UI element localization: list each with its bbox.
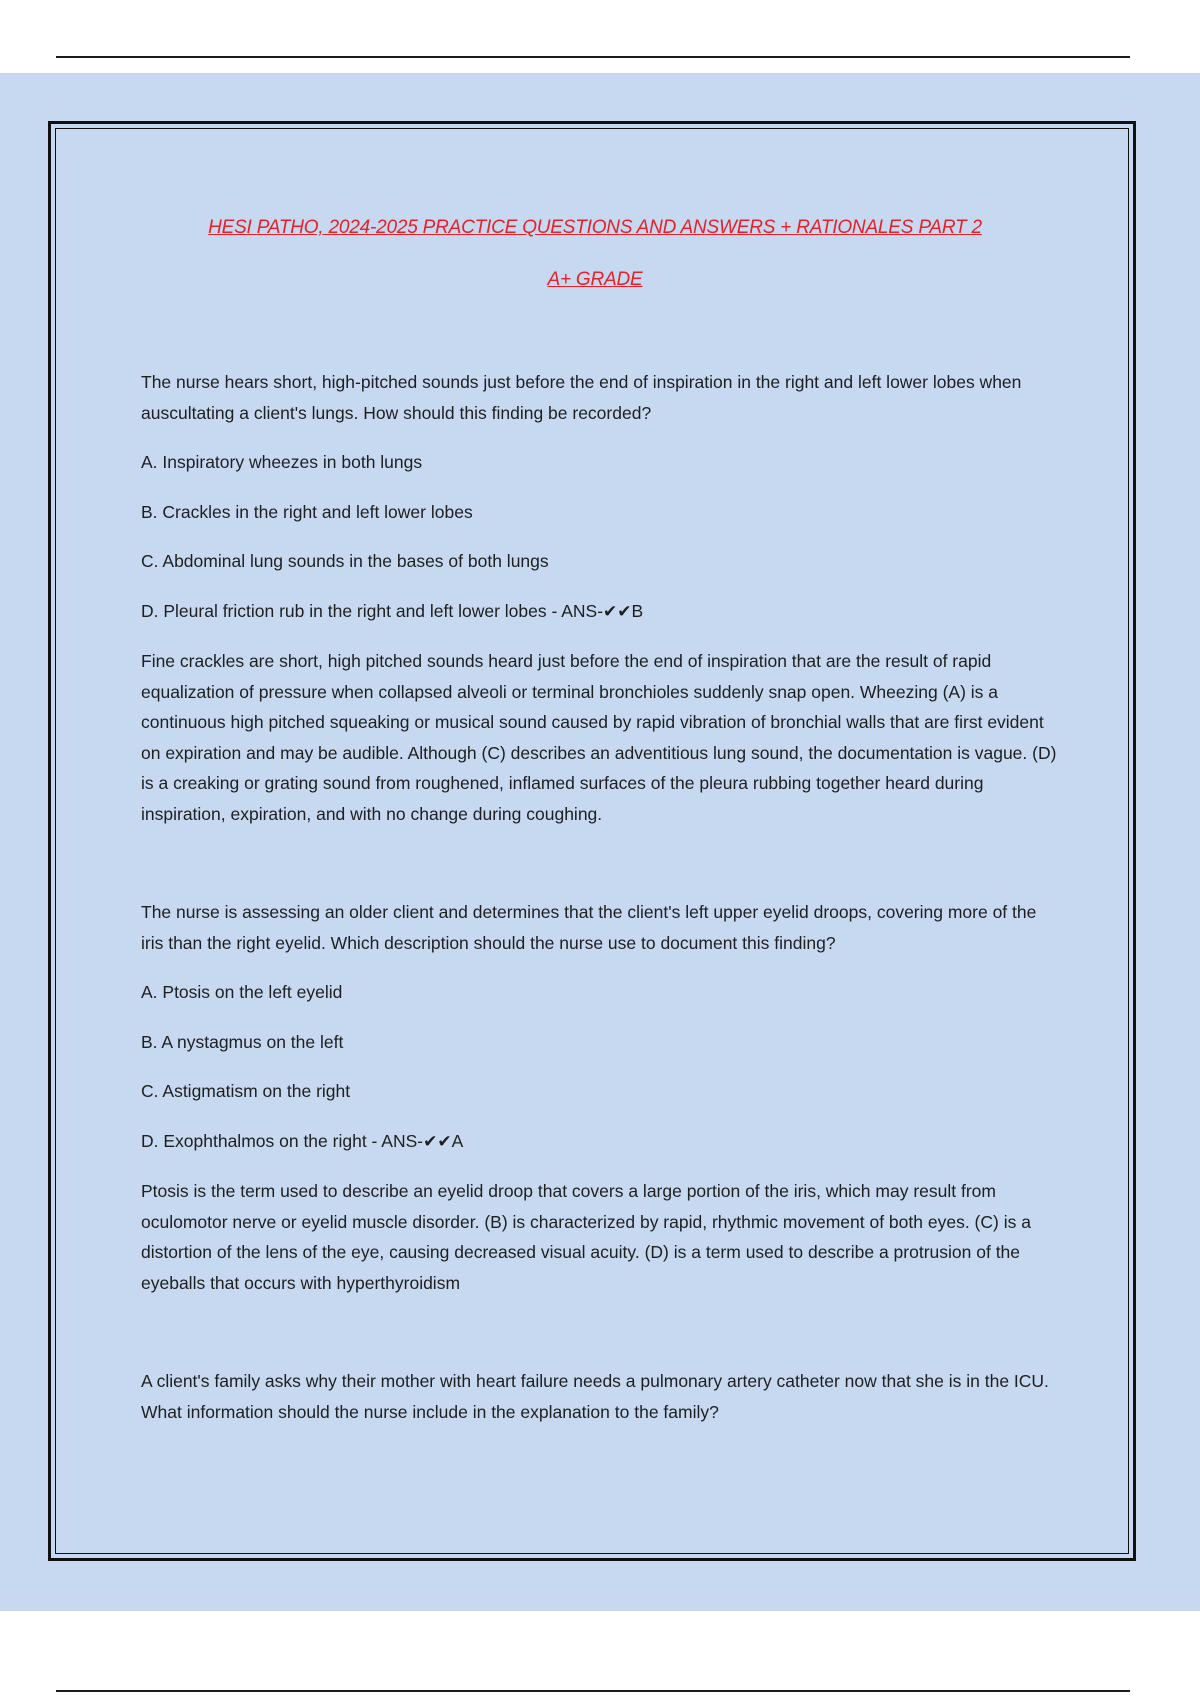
question-1-stem: The nurse hears short, high-pitched sounds just before the end of inspiration in the right and left lower lobes when auscultating a client's lungs. How should this finding be recorded? [141, 372, 1022, 423]
question-2-rationale: Ptosis is the term used to describe an eyelid droop that covers a large portion of the iris, which may result from oculomotor nerve or eyelid muscle disorder. (B) is characterized by rapid, rhythmic movement of both eyes. (C) is a distortion of the lens of the eye, causing decreased visual acuity. (D) is a term used to describe a protrusion of the eyeballs that occurs with hyperthyroidism [141, 1181, 1031, 1293]
question-1-rationale: Fine crackles are short, high pitched sounds heard just before the end of inspiration that are the result of rapid equalization of pressure when collapsed alveoli or terminal bronchioles suddenly snap open. Wheezing (A) is a continuous high pitched squeaking or musical sound caused by rapid vibration of bronchial walls that are first evident on expiration and may be audible. Although (C) describes an adventitious lung sound, the documentation is vague. (D) is a creaking or grating sound from roughened, inflamed surfaces of the pleura rubbing together heard during inspiration, expiration, and with no change during coughing. [141, 651, 1057, 824]
check-marks-icon: ✔✔ [423, 1131, 452, 1152]
question-1-option-a: A. Inspiratory wheezes in both lungs [141, 452, 423, 472]
question-1-answer: B [631, 600, 644, 621]
document-body [141, 367, 1061, 1446]
question-1-option-d [141, 596, 1061, 628]
bottom-rule [56, 1690, 1130, 1692]
question-2-answer: A [451, 1130, 464, 1151]
top-rule [56, 56, 1130, 58]
question-1-option-b: B. Crackles in the right and left lower lobes [141, 501, 473, 522]
question-2-option-b: B. A nystagmus on the left [141, 1031, 344, 1052]
spacer [141, 829, 1061, 897]
question-2-stem: The nurse is assessing an older client and determines that the client's left upper eyelid droops, covering more of the iris than the right eyelid. Which description should the nurse use to document this finding? [141, 902, 1037, 953]
document-title: HESI PATHO, 2024-2025 PRACTICE QUESTIONS AND ANSWERS + RATIONALES PART 2 [208, 217, 982, 238]
question-3-stem: A client's family asks why their mother with heart failure needs a pulmonary artery catheter now that she is in the ICU. What information should the nurse include in the explanation to the family? [141, 1371, 1049, 1422]
question-2-option-c: C. Astigmatism on the right [141, 1081, 351, 1101]
question-2-option-a: A. Ptosis on the left eyelid [141, 982, 343, 1002]
question-2-option-d-text: D. Exophthalmos on the right - ANS- [141, 1130, 424, 1151]
question-1-option-d-text: D. Pleural friction rub in the right and left lower lobes - ANS- [141, 600, 604, 621]
question-2-option-d [141, 1126, 1061, 1158]
question-1-option-c: C. Abdominal lung sounds in the bases of both lungs [141, 551, 549, 571]
spacer [141, 1298, 1061, 1366]
check-marks-icon: ✔✔ [603, 601, 632, 622]
document-subtitle: A+ GRADE [547, 269, 643, 290]
